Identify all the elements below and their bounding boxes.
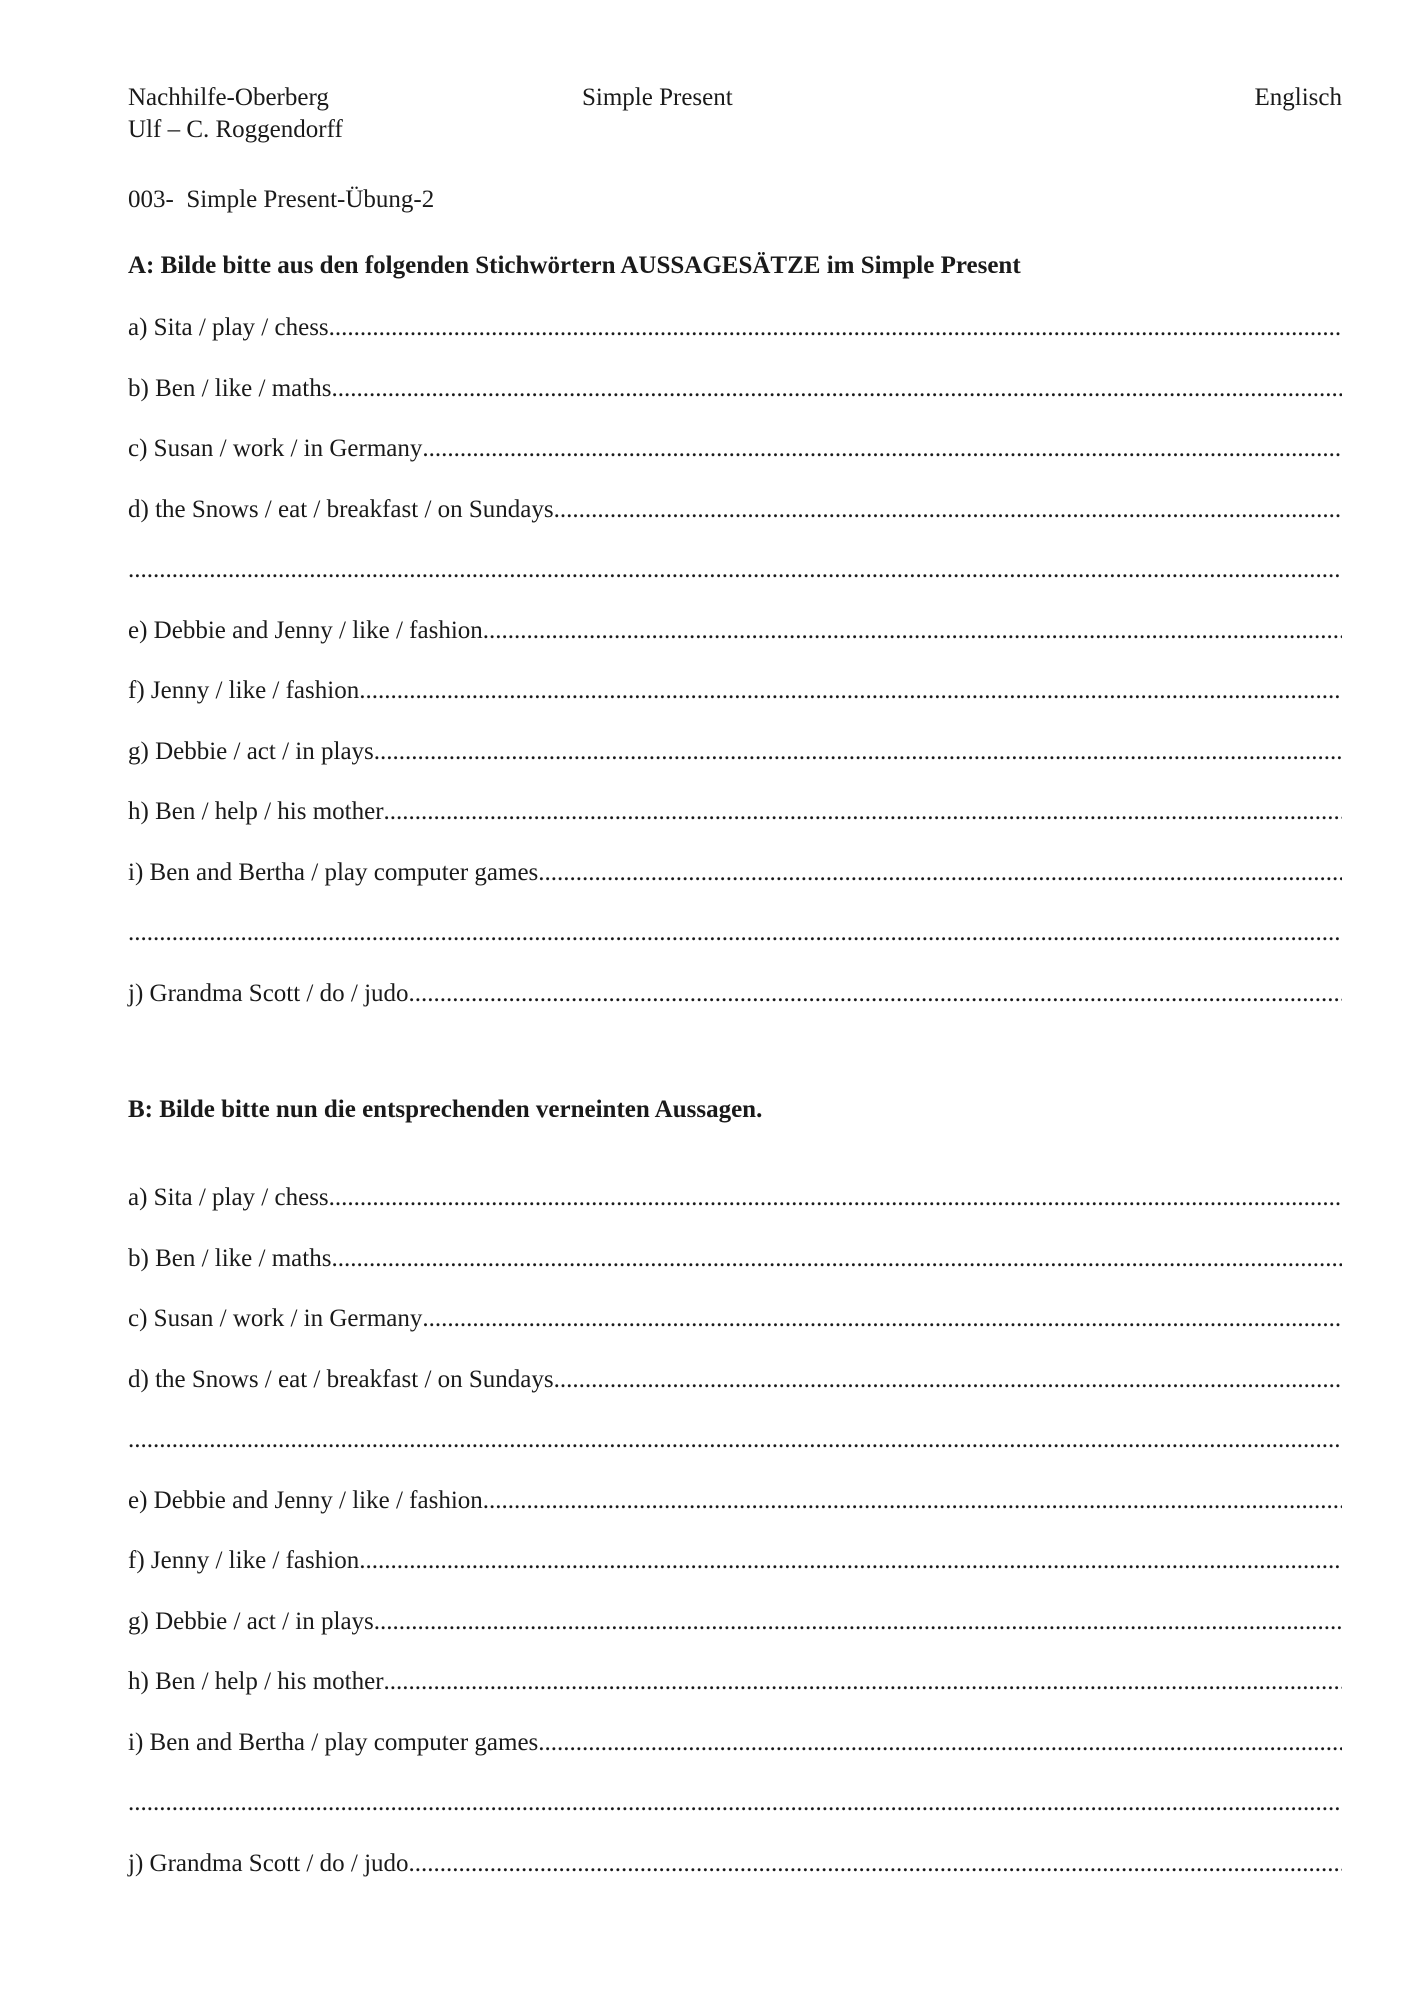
answer-line[interactable] [128,1727,1342,1788]
line-prompt: e) Debbie and Jenny / like / fashion [128,1486,483,1514]
answer-line[interactable] [128,494,1342,555]
exercise-id: 003- Simple Present-Übung-2 [128,186,435,213]
line-prompt: h) Ben / help / his mother [128,798,384,825]
dotted-answer-space [409,978,1342,1010]
dotted-answer-space [359,1545,1342,1577]
header-left [128,82,343,146]
dotted-answer-space [128,917,1342,949]
dotted-answer-space [329,312,1342,344]
header-subject: Englisch [1254,84,1342,111]
section-a [128,250,1342,1038]
answer-line[interactable] [128,312,1342,373]
line-prompt: a) Sita / play / chess [128,1184,329,1211]
line-prompt: e) Debbie and Jenny / like / fashion [128,616,483,644]
dotted-answer-space [422,1303,1342,1335]
dotted-answer-space [384,1666,1342,1698]
section-b-title: B: Bilde bitte nun die entsprechenden verneinten Aussagen. [128,1096,763,1123]
answer-line[interactable] [128,1485,1342,1546]
worksheet-page [128,82,1342,1908]
line-prompt: f) Jenny / like / fashion [128,677,360,704]
answer-line-continuation[interactable] [128,554,1342,615]
dotted-answer-space [128,1787,1342,1819]
answer-line[interactable] [128,1243,1342,1304]
line-prompt: a) Sita / play / chess [128,314,329,341]
dotted-answer-space [128,1424,1342,1456]
section-b-lines [128,1182,1342,1908]
page-header [128,82,1342,146]
section-a-title: A: Bilde bitte aus den folgenden Stichwörtern AUSSAGESÄTZE im Simple Present [128,252,1021,279]
answer-line[interactable] [128,615,1342,676]
dotted-answer-space [384,796,1342,828]
line-prompt: d) the Snows / eat / breakfast / on Sundays [128,495,554,523]
dotted-answer-space [538,857,1342,889]
answer-line[interactable] [128,796,1342,857]
line-prompt: g) Debbie / act / in plays [128,1607,374,1635]
line-prompt: j) Grandma Scott / do / judo [128,979,409,1007]
section-b [128,1094,1342,1908]
line-prompt: i) Ben and Bertha / play computer games [128,858,539,886]
header-author: Ulf – C. Roggendorff [128,116,343,143]
answer-line[interactable] [128,857,1342,918]
dotted-answer-space [554,494,1342,526]
header-org: Nachhilfe-Oberberg [128,84,329,111]
dotted-answer-space [538,1727,1342,1759]
dotted-answer-space [374,736,1342,768]
answer-line[interactable] [128,1303,1342,1364]
answer-line[interactable] [128,1666,1342,1727]
line-prompt: h) Ben / help / his mother [128,1668,384,1695]
dotted-answer-space [128,554,1342,586]
answer-line[interactable] [128,1848,1342,1909]
line-prompt: g) Debbie / act / in plays [128,737,374,765]
answer-line[interactable] [128,373,1342,434]
dotted-answer-space [331,1243,1342,1275]
line-prompt: f) Jenny / like / fashion [128,1547,360,1574]
line-prompt: j) Grandma Scott / do / judo [128,1849,409,1877]
answer-line[interactable] [128,736,1342,797]
line-prompt: b) Ben / like / maths [128,1244,332,1272]
answer-line-continuation[interactable] [128,1787,1342,1848]
dotted-answer-space [359,675,1342,707]
answer-line[interactable] [128,433,1342,494]
dotted-answer-space [409,1848,1342,1880]
answer-line[interactable] [128,675,1342,736]
answer-line-continuation[interactable] [128,917,1342,978]
dotted-answer-space [331,373,1342,405]
dotted-answer-space [329,1182,1342,1214]
dotted-answer-space [483,615,1342,647]
answer-line[interactable] [128,1606,1342,1667]
header-topic: Simple Present [582,84,733,111]
line-prompt: d) the Snows / eat / breakfast / on Sundays [128,1365,554,1393]
line-prompt: b) Ben / like / maths [128,374,332,402]
dotted-answer-space [483,1485,1342,1517]
answer-line[interactable] [128,1182,1342,1243]
dotted-answer-space [374,1606,1342,1638]
line-prompt: c) Susan / work / in Germany [128,1305,423,1332]
section-a-lines [128,312,1342,1038]
answer-line-continuation[interactable] [128,1424,1342,1485]
dotted-answer-space [554,1364,1342,1396]
answer-line[interactable] [128,1364,1342,1425]
dotted-answer-space [422,433,1342,465]
answer-line[interactable] [128,1545,1342,1606]
answer-line[interactable] [128,978,1342,1039]
line-prompt: c) Susan / work / in Germany [128,435,423,462]
line-prompt: i) Ben and Bertha / play computer games [128,1728,539,1756]
